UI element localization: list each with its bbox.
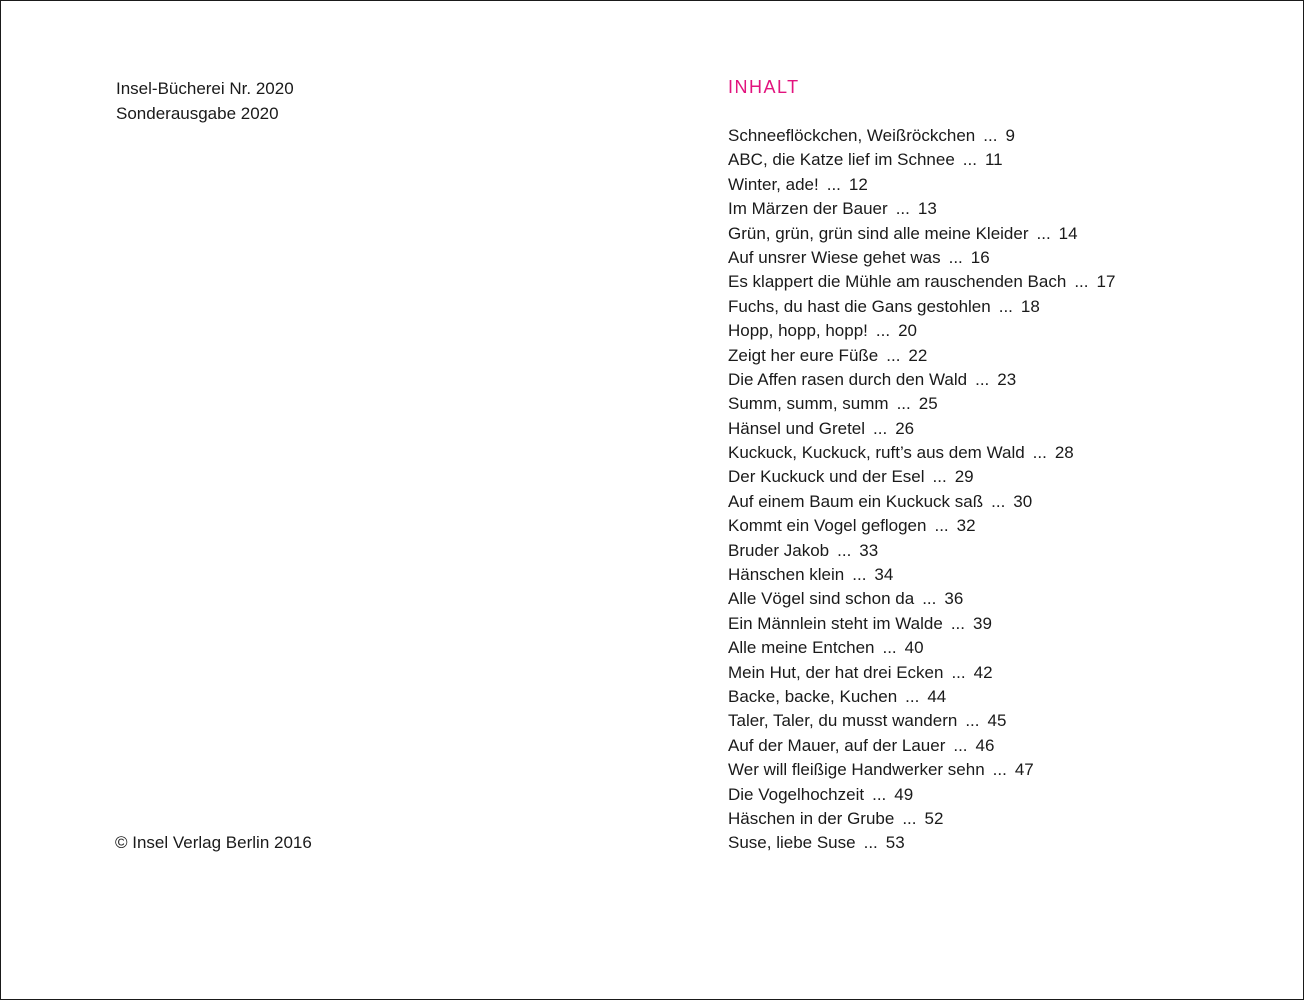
toc-entry: [728, 222, 1115, 246]
toc-entry-title: Alle meine Entchen: [728, 638, 875, 658]
toc-entry-separator: ...: [975, 369, 990, 389]
toc-entry-title: ABC, die Katze lief im Schnee: [728, 150, 955, 170]
toc-entry-page-number: 45: [987, 711, 1007, 731]
series-line: Insel-Bücherei Nr. 2020: [116, 79, 294, 98]
toc-entry-title: Fuchs, du hast die Gans gestohlen: [728, 296, 991, 316]
toc-entry-title: Auf einem Baum ein Kuckuck saß: [728, 491, 984, 511]
toc-entry-page-number: 49: [894, 784, 914, 804]
toc-entry-page-number: 30: [1013, 491, 1033, 511]
toc-entry-title: Winter, ade!: [728, 174, 819, 194]
toc-entry-separator: ...: [953, 735, 968, 755]
toc-heading: INHALT: [728, 77, 800, 97]
toc-entry-page-number: 29: [954, 467, 974, 487]
toc-entry-separator: ...: [962, 150, 977, 170]
toc-entry-separator: ...: [932, 467, 947, 487]
toc-entry-title: Wer will fleißige Handwerker sehn: [728, 760, 985, 780]
toc-entry: [728, 173, 1115, 197]
toc-entry-page-number: 33: [859, 540, 879, 560]
toc-entry-separator: ...: [934, 516, 949, 536]
toc-entry-separator: ...: [992, 760, 1007, 780]
toc-entry-page-number: 36: [944, 589, 964, 609]
toc-entry-title: Grün, grün, grün sind alle meine Kleider: [728, 223, 1029, 243]
toc-entry-page-number: 28: [1054, 443, 1074, 463]
toc-entry-title: Mein Hut, der hat drei Ecken: [728, 662, 944, 682]
toc-entry-title: Auf unsrer Wiese gehet was: [728, 247, 941, 267]
toc-entry-separator: ...: [1036, 223, 1051, 243]
toc-entry-page-number: 42: [973, 662, 993, 682]
toc-entry-separator: ...: [998, 296, 1013, 316]
toc-entry-separator: ...: [895, 199, 910, 219]
toc-entry: [728, 124, 1115, 148]
toc-entry-separator: ...: [875, 321, 891, 341]
toc-entry-title: Die Affen rasen durch den Wald: [728, 369, 968, 389]
toc-entry-title: Summ, summ, summ: [728, 394, 889, 414]
toc-entry-title: Es klappert die Mühle am rauschenden Bach: [728, 272, 1067, 292]
toc-entry-separator: ...: [902, 808, 917, 828]
toc-entry-title: Auf der Mauer, auf der Lauer: [728, 735, 946, 755]
toc-entry: [728, 295, 1115, 319]
toc-entry: [728, 270, 1115, 294]
toc-entry: [728, 465, 1115, 489]
toc-entry-separator: ...: [1032, 443, 1047, 463]
toc-entry-title: Kuckuck, Kuckuck, ruft’s aus dem Wald: [728, 443, 1025, 463]
toc-entry: [728, 417, 1115, 441]
toc-entry-page-number: 20: [898, 321, 917, 341]
toc-entry-page-number: 13: [917, 199, 937, 219]
toc-entry-separator: ...: [922, 589, 937, 609]
toc-entry-separator: ...: [905, 686, 920, 706]
right-page: [652, 1, 1303, 999]
toc-entry-separator: ...: [837, 540, 852, 560]
toc-entry-page-number: 22: [908, 345, 928, 365]
copyright-notice: © Insel Verlag Berlin 2016: [115, 833, 312, 852]
toc-entry: [728, 807, 1115, 831]
toc-entry-page-number: 16: [970, 247, 990, 267]
left-page: [1, 1, 652, 999]
toc-entry: [728, 148, 1115, 172]
toc-entry: [728, 441, 1115, 465]
toc-entry-page-number: 25: [918, 394, 938, 414]
toc-entry-title: Kommt ein Vogel geflogen: [728, 516, 927, 536]
toc-entry-page-number: 34: [874, 565, 894, 585]
toc-entry-title: Hopp, hopp, hopp!: [728, 321, 868, 341]
toc-entry-separator: ...: [872, 784, 887, 804]
toc-entry: [728, 636, 1115, 660]
toc-entry-separator: ...: [863, 833, 878, 853]
toc-entry-separator: ...: [873, 418, 888, 438]
toc-entry: [728, 587, 1115, 611]
toc-entry-page-number: 26: [895, 418, 915, 438]
toc-entry-separator: ...: [1074, 272, 1089, 292]
toc-entry-separator: ...: [826, 174, 841, 194]
toc-entry-page-number: 44: [927, 686, 947, 706]
toc-entry-page-number: 23: [997, 369, 1017, 389]
toc-entry-title: Suse, liebe Suse: [728, 833, 856, 853]
toc-entry-separator: ...: [950, 613, 965, 633]
toc-entry: [728, 539, 1115, 563]
toc-entry-title: Hänschen klein: [728, 565, 845, 585]
toc-list: [728, 124, 1115, 856]
toc-entry-page-number: 53: [885, 833, 905, 853]
imprint-block: [116, 77, 294, 126]
toc-entry-page-number: 9: [1005, 126, 1015, 145]
toc-entry-page-number: 18: [1020, 296, 1040, 316]
toc-entry-title: Backe, backe, Kuchen: [728, 686, 898, 706]
toc-entry-title: Bruder Jakob: [728, 540, 830, 560]
toc-entry-title: Die Vogelhochzeit: [728, 784, 865, 804]
toc-entry-separator: ...: [886, 345, 901, 365]
toc-entry-separator: ...: [948, 247, 963, 267]
edition-line: Sonderausgabe 2020: [116, 103, 279, 123]
toc-entry: [728, 685, 1115, 709]
toc-entry-separator: ...: [852, 565, 867, 585]
toc-entry-title: Ein Männlein steht im Walde: [728, 613, 943, 633]
toc-entry-title: Zeigt her eure Füße: [728, 345, 879, 365]
toc-entry: [728, 709, 1115, 733]
toc-entry-page-number: 12: [848, 174, 868, 194]
toc-entry: [728, 783, 1115, 807]
toc-entry-separator: ...: [965, 711, 980, 731]
toc-entry: [728, 392, 1115, 416]
toc-entry-page-number: 46: [975, 735, 995, 755]
toc-entry: [728, 734, 1115, 758]
toc-entry: [728, 246, 1115, 270]
toc-entry-title: Taler, Taler, du musst wandern: [728, 711, 958, 731]
toc-entry-separator: ...: [951, 662, 966, 682]
toc-entry-separator: ...: [983, 126, 998, 145]
toc-entry-title: Alle Vögel sind schon da: [728, 589, 915, 609]
toc-entry-title: Schneeflöckchen, Weißröckchen: [728, 126, 976, 145]
toc-entry-page-number: 39: [972, 613, 992, 633]
toc-entry-title: Hänsel und Gretel: [728, 418, 866, 438]
toc-entry-separator: ...: [896, 394, 911, 414]
toc-entry: [728, 319, 1115, 343]
toc-entry: [728, 368, 1115, 392]
toc-entry-separator: ...: [991, 491, 1006, 511]
toc-entry: [728, 490, 1115, 514]
toc-entry-page-number: 14: [1058, 223, 1078, 243]
toc-entry-page-number: 47: [1014, 760, 1034, 780]
toc-entry-page-number: 32: [956, 516, 976, 536]
toc-entry: [728, 612, 1115, 636]
toc-entry-title: Im Märzen der Bauer: [728, 199, 888, 219]
toc-entry-page-number: 52: [924, 808, 944, 828]
toc-entry-title: Häschen in der Grube: [728, 808, 895, 828]
toc-entry: [728, 661, 1115, 685]
toc-entry: [728, 758, 1115, 782]
toc-entry-page-number: 11: [984, 150, 1003, 170]
toc-entry: [728, 514, 1115, 538]
toc-entry: [728, 344, 1115, 368]
toc-entry-separator: ...: [882, 638, 897, 658]
toc-entry: [728, 197, 1115, 221]
toc-entry-page-number: 40: [904, 638, 924, 658]
toc-entry-page-number: 17: [1096, 272, 1116, 292]
toc-entry-title: Der Kuckuck und der Esel: [728, 467, 925, 487]
toc-entry: [728, 563, 1115, 587]
toc-entry: [728, 831, 1115, 855]
